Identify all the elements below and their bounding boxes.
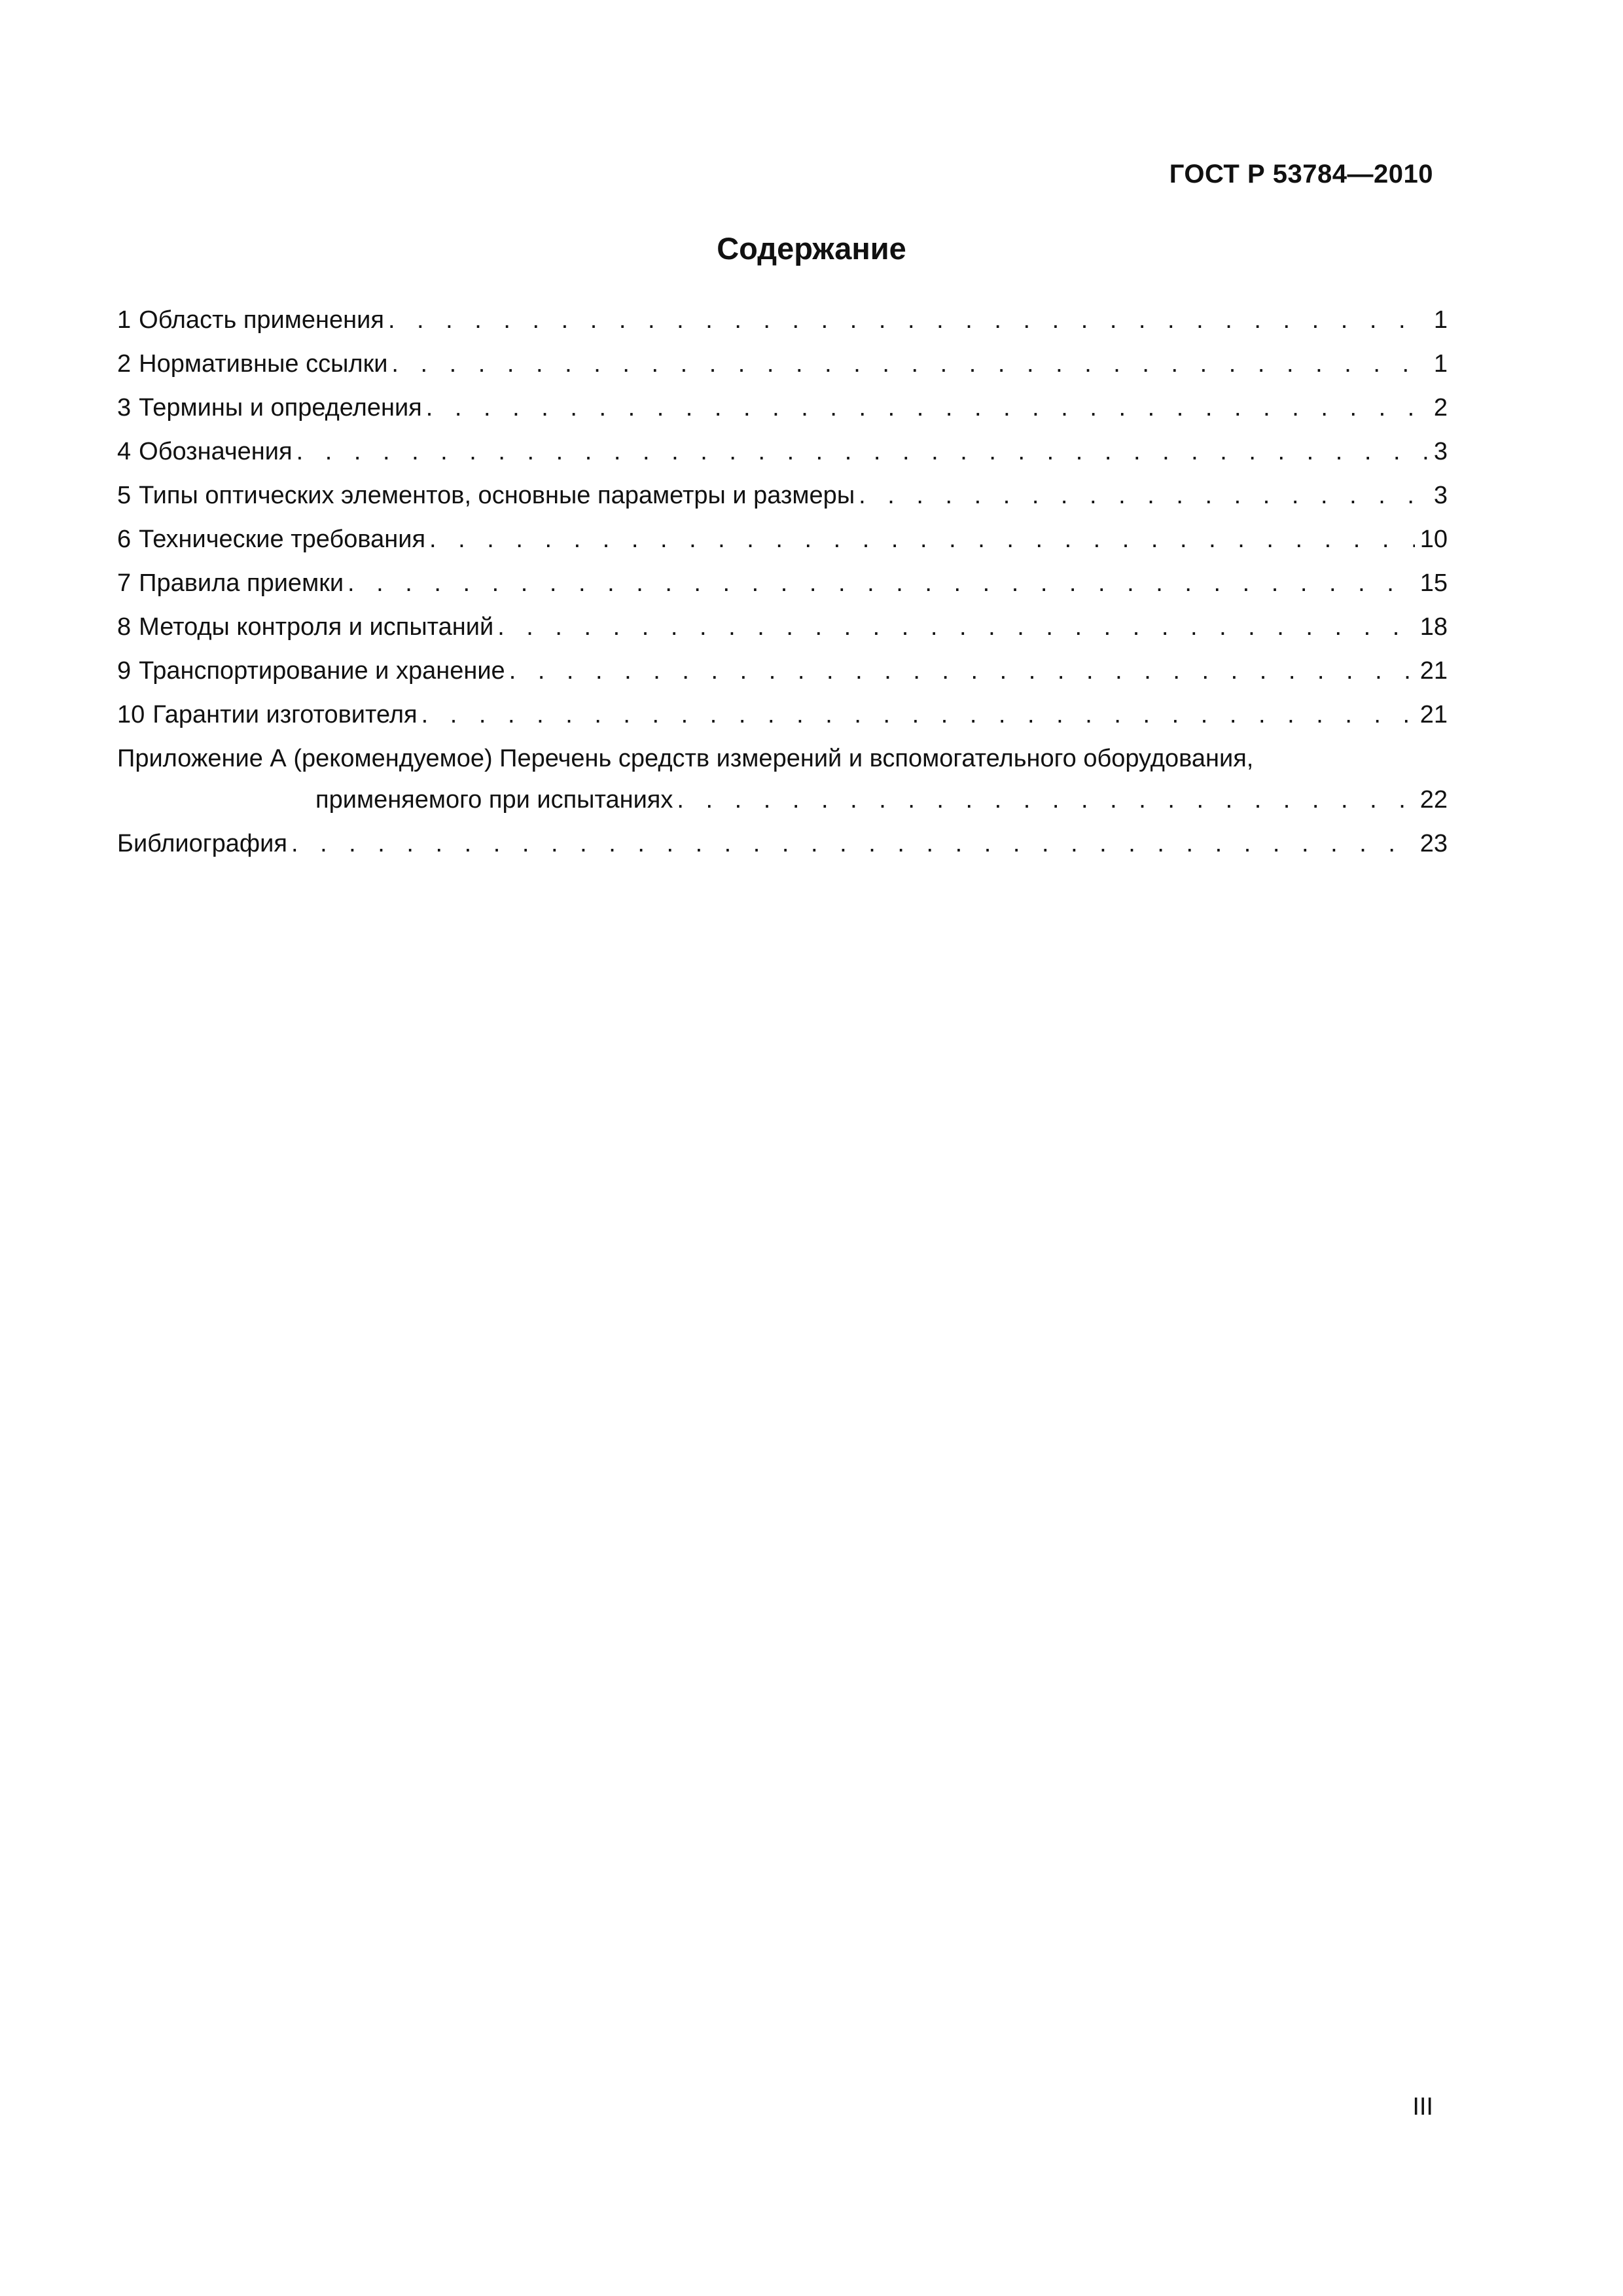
toc-entry-appendix-a[interactable]: [117, 737, 1448, 822]
appendix-title-line: Приложение А (рекомендуемое) Перечень средств измерений и вспомогательного оборудования,: [117, 745, 1254, 772]
toc-entry-page: 18: [1419, 613, 1448, 641]
toc-entry-number: 8: [117, 613, 132, 641]
toc-entry-label: Технические требования: [139, 526, 426, 553]
dot-leader: [384, 298, 1429, 342]
dot-leader: [505, 649, 1415, 693]
toc-entry-label: Транспортирование и хранение: [139, 657, 505, 685]
toc-entry-number: 6: [117, 526, 132, 553]
page-number: III: [1412, 2093, 1433, 2121]
toc-entry-page: 2: [1433, 394, 1448, 422]
toc-entry-page: 21: [1419, 701, 1448, 728]
toc-entry-number: 1: [117, 306, 132, 334]
dot-leader: [287, 822, 1415, 866]
toc-entry-page: 3: [1433, 482, 1448, 509]
dot-leader: [673, 778, 1414, 822]
toc-title: Содержание: [717, 231, 906, 266]
toc-entry-4[interactable]: [117, 430, 1448, 474]
toc-entry-page: 23: [1419, 830, 1448, 857]
toc-entry-label: Правила приемки: [139, 569, 344, 597]
dot-leader: [418, 693, 1415, 737]
toc-entry-label: Типы оптических элементов, основные параметры и размеры: [139, 482, 855, 509]
toc-entry-5[interactable]: [117, 474, 1448, 518]
appendix-title-continuation: применяемого при испытаниях: [315, 786, 673, 814]
toc-entry-page: 15: [1419, 569, 1448, 597]
toc-entry-label: Гарантии изготовителя: [152, 701, 418, 728]
toc-entry-1[interactable]: [117, 298, 1448, 342]
dot-leader: [387, 342, 1428, 386]
toc-entry-label: Нормативные ссылки: [139, 350, 388, 378]
dot-leader: [425, 518, 1415, 562]
dot-leader: [422, 386, 1429, 430]
toc-entry-9[interactable]: [117, 649, 1448, 693]
toc-entry-page: 10: [1419, 526, 1448, 553]
document-code: ГОСТ Р 53784—2010: [1169, 160, 1433, 188]
toc-entry-page: 1: [1433, 306, 1448, 334]
toc-entry-number: 10: [117, 701, 145, 728]
toc-entry-number: 9: [117, 657, 132, 685]
toc-entry-label: Методы контроля и испытаний: [139, 613, 494, 641]
toc-entry-number: 5: [117, 482, 132, 509]
toc-entry-number: 4: [117, 438, 132, 465]
toc-entry-label: Область применения: [139, 306, 384, 334]
toc-entry-3[interactable]: [117, 386, 1448, 430]
toc-entry-bibliography[interactable]: [117, 822, 1448, 866]
table-of-contents: [117, 298, 1448, 866]
toc-entry-number: 7: [117, 569, 132, 597]
toc-entry-label: Библиография: [117, 830, 287, 857]
toc-entry-page: 22: [1419, 786, 1448, 814]
toc-entry-label: Обозначения: [139, 438, 293, 465]
toc-entry-2[interactable]: [117, 342, 1448, 386]
toc-entry-page: 21: [1419, 657, 1448, 685]
toc-entry-label: Термины и определения: [139, 394, 422, 422]
toc-entry-7[interactable]: [117, 562, 1448, 605]
dot-leader: [293, 430, 1429, 474]
toc-entry-8[interactable]: [117, 605, 1448, 649]
toc-entry-page: 1: [1433, 350, 1448, 378]
toc-entry-page: 3: [1433, 438, 1448, 465]
toc-entry-6[interactable]: [117, 518, 1448, 562]
dot-leader: [493, 605, 1415, 649]
toc-entry-number: 2: [117, 350, 132, 378]
dot-leader: [344, 562, 1415, 605]
toc-entry-10[interactable]: [117, 693, 1448, 737]
dot-leader: [855, 474, 1429, 518]
toc-entry-number: 3: [117, 394, 132, 422]
